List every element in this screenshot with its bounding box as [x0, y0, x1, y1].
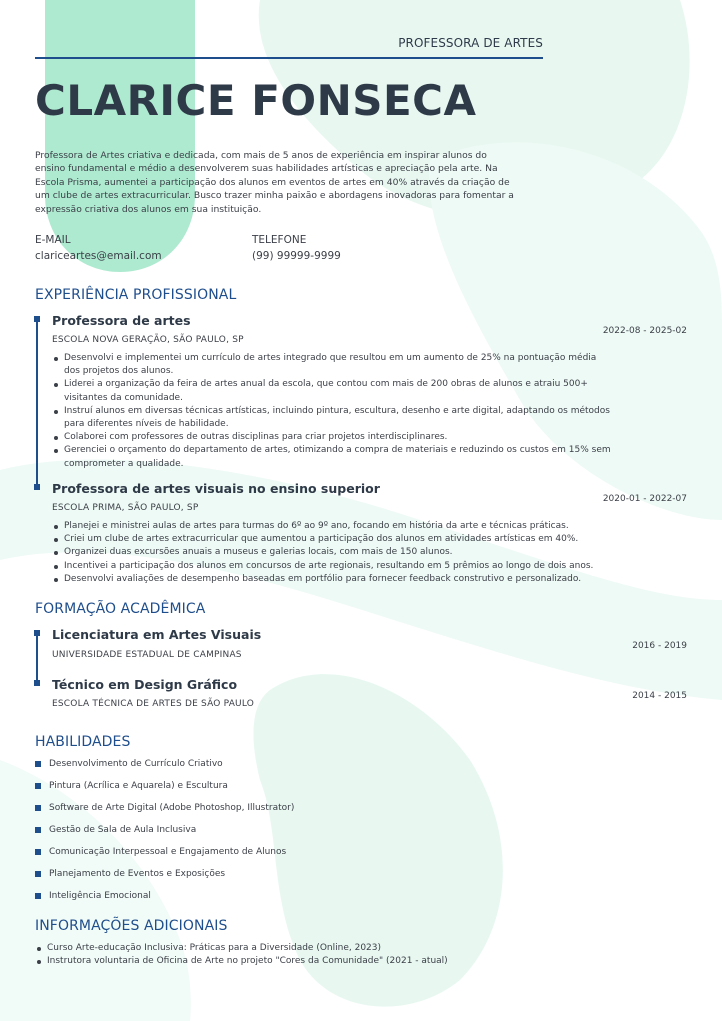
header-divider — [35, 57, 543, 59]
timeline-marker — [34, 484, 40, 490]
job-dates: 2022-08 - 2025-02 — [602, 326, 687, 336]
email-label: E-MAIL — [35, 234, 71, 246]
list-item: Gerenciei o orçamento do departamento de artes, otimizando a compra de materiais e reduzindo os custos em 15% sem comprometer a qualidade. — [52, 444, 612, 470]
experience-timeline-line — [36, 318, 38, 488]
skill-item: Inteligência Emocional — [35, 890, 294, 912]
experience-section-title: EXPERIÊNCIA PROFISSIONAL — [35, 287, 237, 303]
list-item: Planejei e ministrei aulas de artes para turmas do 6º ao 9º ano, focando em história da arte e técnicas práticas. — [52, 520, 652, 533]
degree-title: Técnico em Design Gráfico — [52, 677, 238, 692]
profile-summary: Professora de Artes criativa e dedicada, com mais de 5 anos de experiência em inspirar alunos do ensino fundamental e médio a desenvolverem suas habilidades artísticas e apreciação pela arte. Na Escola Prisma, aumentei a participação dos alunos em eventos de artes em 40% através da criação de um clube de artes extracurricular. Busco trazer minha paixão e abordagens inovadoras para fomentar a expressão criativa dos alunos em sua instituição. — [35, 150, 514, 215]
timeline-marker — [34, 680, 40, 686]
job-bullet-list — [52, 352, 612, 471]
list-item: Organizei duas excursões anuais a museus e galerias locais, com mais de 150 alunos. — [52, 546, 652, 559]
additional-section-title: INFORMAÇÕES ADICIONAIS — [35, 918, 228, 934]
skill-item: Planejamento de Eventos e Exposições — [35, 868, 294, 890]
list-item: Curso Arte-educação Inclusiva: Práticas para a Diversidade (Online, 2023) — [35, 942, 448, 955]
skill-item: Pintura (Acrílica e Aquarela) e Escultura — [35, 780, 294, 802]
list-item: Instruí alunos em diversas técnicas artísticas, incluindo pintura, escultura, desenho e arte digital, adaptando os métodos para diferentes níveis de habilidade. — [52, 405, 612, 431]
candidate-name: CLARICE FONSECA — [35, 76, 477, 125]
skills-section-title: HABILIDADES — [35, 734, 131, 750]
school-name: UNIVERSIDADE ESTADUAL DE CAMPINAS — [52, 650, 242, 660]
list-item: Instrutora voluntaria de Oficina de Arte no projeto "Cores da Comunidade" (2021 - atual) — [35, 955, 448, 968]
timeline-marker — [34, 316, 40, 322]
additional-info-list — [35, 942, 448, 968]
job-dates: 2020-01 - 2022-07 — [602, 494, 687, 504]
education-timeline-line — [36, 632, 38, 682]
job-title: Professora de artes — [52, 313, 191, 328]
timeline-marker — [34, 630, 40, 636]
job-company: ESCOLA PRIMA, SÃO PAULO, SP — [52, 503, 199, 513]
list-item: Liderei a organização da feira de artes anual da escola, que contou com mais de 200 obras de alunos e atraiu 500+ visitantes da comunidade. — [52, 378, 612, 404]
skill-item: Software de Arte Digital (Adobe Photoshop, Illustrator) — [35, 802, 294, 824]
list-item: Desenvolvi avaliações de desempenho baseadas em portfólio para fornecer feedback construtivo e personalizado. — [52, 573, 652, 586]
skill-item: Desenvolvimento de Currículo Criativo — [35, 758, 294, 780]
school-name: ESCOLA TÉCNICA DE ARTES DE SÃO PAULO — [52, 699, 255, 709]
degree-title: Licenciatura em Artes Visuais — [52, 627, 262, 642]
education-dates: 2016 - 2019 — [632, 641, 687, 651]
skill-item: Gestão de Sala de Aula Inclusiva — [35, 824, 294, 846]
skill-item: Comunicação Interpessoal e Engajamento de Alunos — [35, 846, 294, 868]
skills-list — [35, 758, 294, 912]
job-company: ESCOLA NOVA GERAÇÃO, SÃO PAULO, SP — [52, 335, 244, 345]
job-title: Professora de artes visuais no ensino superior — [52, 481, 380, 496]
phone-value[interactable]: (99) 99999-9999 — [252, 249, 341, 262]
education-section-title: FORMAÇÃO ACADÊMICA — [35, 601, 206, 617]
job-role-title: PROFESSORA DE ARTES — [398, 36, 543, 50]
list-item: Colaborei com professores de outras disciplinas para criar projetos interdisciplinares. — [52, 431, 612, 444]
phone-label: TELEFONE — [252, 234, 307, 246]
list-item: Criei um clube de artes extracurricular que aumentou a participação dos alunos em atividades artísticas em 40%. — [52, 533, 652, 546]
list-item: Desenvolvi e implementei um currículo de artes integrado que resultou em um aumento de 25% na pontuação média dos projetos dos alunos. — [52, 352, 612, 378]
list-item: Incentivei a participação dos alunos em concursos de arte regionais, resultando em 5 prêmios ao longo de dois anos. — [52, 560, 652, 573]
contact-phone — [252, 233, 341, 264]
email-value[interactable]: clariceartes@email.com — [35, 249, 162, 262]
contact-email — [35, 233, 162, 264]
education-dates: 2014 - 2015 — [632, 691, 687, 701]
job-bullet-list — [52, 520, 652, 586]
